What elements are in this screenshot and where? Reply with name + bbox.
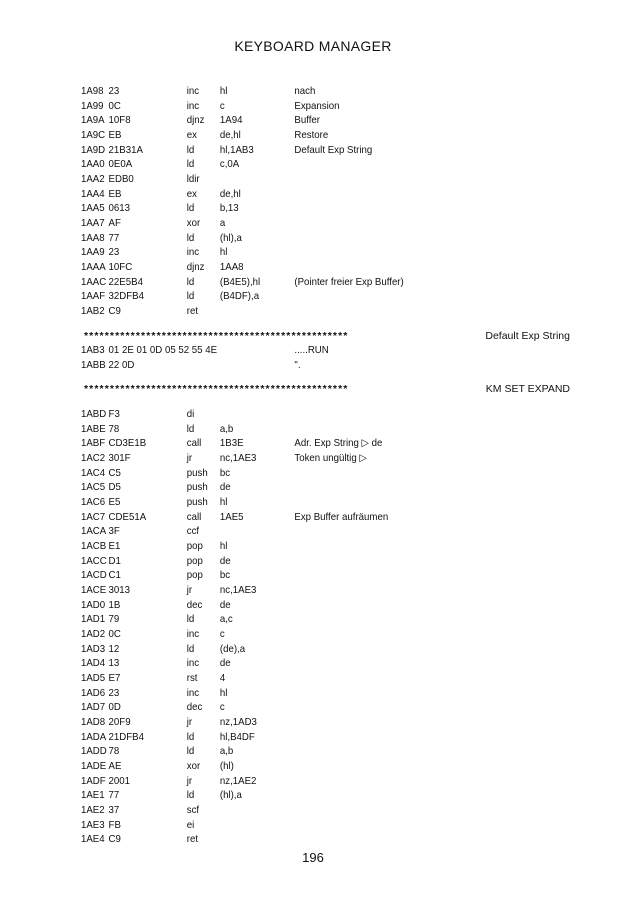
line-operand: hl [219, 85, 228, 97]
line-opcode-bytes: 0C [108, 627, 121, 640]
line-mnemonic: push [186, 466, 208, 479]
line-opcode-bytes: 23 [108, 686, 120, 699]
code-line [0, 686, 576, 701]
line-address: 1ACA [80, 525, 107, 538]
line-address: 1ABF [80, 437, 106, 450]
line-opcode-bytes: 13 [108, 657, 120, 670]
line-operand: 1A94 [219, 114, 243, 127]
line-mnemonic: push [186, 496, 208, 509]
line-address: 1AB2 [80, 304, 105, 317]
line-operand: (hl),a [219, 231, 242, 244]
line-mnemonic: di [186, 408, 195, 421]
code-line [0, 436, 576, 451]
line-operand: hl [219, 246, 228, 259]
line-operand: de [219, 554, 231, 567]
line-opcode-bytes: C9 [108, 833, 121, 846]
code-line [0, 627, 576, 642]
line-address: 1AD7 [80, 701, 106, 714]
code-line [0, 187, 576, 202]
line-mnemonic: push [186, 481, 208, 494]
code-line [0, 642, 576, 657]
code-line [0, 495, 576, 510]
line-mnemonic: inc [186, 627, 200, 640]
line-address: 1ADF [80, 774, 106, 787]
code-line [0, 216, 576, 231]
code-line [0, 554, 576, 569]
line-mnemonic: call [186, 510, 202, 523]
code-line [0, 774, 576, 789]
line-opcode-bytes: AF [108, 216, 121, 229]
line-address: 1AD1 [80, 613, 106, 626]
separator-stars: *************************************************** [84, 383, 349, 396]
code-line [0, 803, 576, 818]
line-mnemonic: ret [186, 304, 199, 317]
line-opcode-bytes: FB [108, 818, 121, 831]
line-address: 1ACD [80, 569, 107, 582]
line-address: 1AE1 [80, 789, 105, 802]
line-address: 1AC4 [80, 466, 106, 479]
line-opcode-bytes: 32DFB4 [108, 290, 145, 303]
line-operand: c,0A [219, 158, 240, 171]
line-comment: ". [294, 358, 301, 371]
line-address: 1ADD [80, 745, 107, 758]
line-address: 1AE3 [80, 818, 105, 831]
line-operand: hl [219, 540, 228, 553]
line-opcode-bytes: 3F [108, 525, 120, 538]
line-address: 1AA5 [80, 202, 105, 215]
line-operand: (hl) [219, 759, 234, 772]
line-mnemonic: dec [186, 701, 203, 714]
line-mnemonic: ld [186, 745, 195, 758]
code-line [0, 201, 576, 216]
code-line [0, 275, 576, 290]
line-mnemonic: ld [186, 158, 195, 171]
line-opcode-bytes: D5 [108, 481, 121, 494]
line-address: 1AD3 [80, 642, 106, 655]
line-comment: Expansion [294, 99, 340, 112]
line-address: 1ADE [80, 759, 107, 772]
line-operand: (B4E5),hl [219, 275, 261, 288]
line-address: 1AC7 [80, 510, 106, 523]
line-mnemonic: ld [186, 202, 195, 215]
line-address: 1AD5 [80, 671, 106, 684]
line-mnemonic: ei [186, 818, 195, 831]
code-line [0, 245, 576, 260]
line-mnemonic: scf [186, 803, 200, 816]
line-address: 1AA7 [80, 216, 105, 229]
line-opcode-bytes: AE [108, 759, 122, 772]
line-comment: .....RUN [294, 344, 329, 357]
line-operand: nc,1AE3 [219, 452, 257, 465]
line-operand: c [219, 627, 225, 640]
line-mnemonic: xor [186, 759, 201, 772]
line-operand: c [219, 99, 225, 112]
line-mnemonic: ex [186, 128, 197, 141]
line-address: 1AD8 [80, 715, 106, 728]
line-opcode-bytes: 3013 [108, 584, 131, 596]
line-operand: b,13 [219, 202, 239, 215]
separator-stars: *************************************************** [84, 329, 349, 342]
line-address: 1ABE [80, 422, 106, 435]
code-line [0, 407, 576, 422]
line-operand: nz,1AD3 [219, 715, 257, 728]
section-separator [0, 329, 626, 344]
line-operand: bc [219, 466, 231, 479]
line-opcode-bytes: 0D [108, 701, 121, 714]
page-title: KEYBOARD MANAGER [234, 38, 392, 54]
line-mnemonic: ld [186, 231, 195, 244]
code-line [0, 744, 576, 759]
line-mnemonic: ex [186, 187, 197, 200]
line-opcode-bytes: 78 [108, 422, 120, 435]
line-comment: Default Exp String [294, 143, 373, 156]
line-opcode-bytes: 1B [108, 598, 121, 611]
line-opcode-bytes: E7 [108, 671, 121, 684]
line-operand: (de),a [219, 642, 246, 655]
line-operand: bc [219, 569, 231, 582]
line-address: 1ABD [80, 408, 107, 421]
assembly-listing [0, 84, 626, 847]
line-opcode-bytes: 79 [108, 613, 120, 626]
line-operand: hl,B4DF [219, 730, 255, 743]
line-opcode-bytes: 77 [108, 231, 120, 244]
line-comment: Buffer [294, 114, 321, 127]
code-line [0, 157, 576, 172]
line-address: 1ACC [80, 554, 107, 567]
line-address: 1ABB [80, 358, 106, 371]
line-opcode-bytes: C5 [108, 466, 121, 479]
line-opcode-bytes: 10F8 [108, 114, 131, 127]
line-address: 1ACE [80, 584, 107, 596]
blank-line [0, 319, 626, 329]
code-line [0, 84, 576, 99]
line-operand: de,hl [219, 128, 241, 141]
code-line [0, 671, 576, 686]
line-operand: de [219, 598, 231, 611]
line-opcode-bytes: C9 [108, 304, 121, 317]
line-operand: de [219, 481, 231, 494]
code-line [0, 113, 576, 128]
line-operand: a,c [219, 613, 233, 626]
line-mnemonic: ld [186, 422, 195, 435]
line-opcode-bytes: 22E5B4 [108, 275, 143, 288]
line-opcode-bytes: EB [108, 187, 122, 200]
line-mnemonic: ret [186, 833, 199, 846]
line-address: 1A9C [80, 128, 106, 141]
line-operand: (B4DF),a [219, 290, 260, 303]
line-comment: Token ungültig ▷ [294, 452, 367, 465]
line-opcode-bytes: 301F [108, 452, 131, 465]
blank-line [0, 397, 626, 407]
code-line [0, 289, 576, 304]
line-comment: Adr. Exp String ▷ de [294, 437, 383, 450]
code-line [0, 583, 576, 598]
line-mnemonic: xor [186, 216, 201, 229]
line-mnemonic: ld [186, 290, 195, 303]
line-address: 1A9D [80, 143, 106, 156]
code-line [0, 715, 576, 730]
line-mnemonic: pop [186, 540, 203, 553]
code-line [0, 510, 576, 525]
line-mnemonic: inc [186, 686, 200, 699]
line-mnemonic: jr [186, 774, 193, 787]
line-operand: 1AA8 [219, 260, 244, 273]
line-opcode-bytes: 21B31A [108, 143, 143, 156]
line-mnemonic: jr [186, 584, 193, 596]
line-mnemonic: ld [186, 789, 195, 802]
line-address: 1AD4 [80, 657, 106, 670]
line-operand: hl [219, 496, 228, 509]
line-mnemonic: ld [186, 143, 195, 156]
line-opcode-bytes: C1 [108, 569, 121, 582]
code-line [0, 759, 576, 774]
page-number: 196 [302, 850, 324, 865]
line-address: 1AA9 [80, 246, 105, 259]
section-heading: Default Exp String [482, 329, 570, 344]
code-line [0, 612, 576, 627]
line-mnemonic: inc [186, 85, 200, 97]
line-opcode-bytes: 0E0A [108, 158, 133, 171]
line-address: 1A98 [80, 85, 104, 97]
line-opcode-bytes: 23 [108, 85, 120, 97]
line-address: 1AC2 [80, 452, 106, 465]
line-opcode-bytes: F3 [108, 408, 120, 421]
line-opcode-bytes: EDB0 [108, 172, 134, 185]
line-mnemonic: ld [186, 642, 195, 655]
line-mnemonic: ld [186, 275, 195, 288]
code-line [0, 260, 576, 275]
line-comment: Restore [294, 128, 329, 141]
line-address: 1AA0 [80, 158, 105, 171]
line-opcode-bytes: D1 [108, 554, 121, 567]
line-opcode-bytes: 23 [108, 246, 120, 259]
line-opcode-bytes: 0613 [108, 202, 131, 215]
line-address: 1AA4 [80, 187, 105, 200]
code-line [0, 466, 576, 481]
code-line [0, 480, 576, 495]
line-opcode-bytes: CD3E1B [108, 437, 147, 450]
line-mnemonic: ld [186, 730, 195, 743]
line-operand: hl,1AB3 [219, 143, 254, 156]
code-line [0, 304, 576, 319]
code-line [0, 451, 576, 466]
line-mnemonic: djnz [186, 114, 205, 127]
line-mnemonic: call [186, 437, 202, 450]
line-address: 1ADA [80, 730, 107, 743]
line-operand: 1AE5 [219, 510, 244, 523]
line-opcode-bytes: 10FC [108, 260, 133, 273]
line-comment: (Pointer freier Exp Buffer) [294, 275, 404, 288]
code-line [0, 343, 576, 358]
line-address: 1AD6 [80, 686, 106, 699]
line-address: 1AAF [80, 290, 106, 303]
line-address: 1AA2 [80, 172, 105, 185]
line-mnemonic: djnz [186, 260, 205, 273]
line-opcode-bytes: 0C [108, 99, 121, 112]
code-line [0, 524, 576, 539]
line-address: 1AC5 [80, 481, 106, 494]
line-address: 1A9A [80, 114, 105, 127]
code-line [0, 656, 576, 671]
line-opcode-bytes: 78 [108, 745, 120, 758]
section-heading: KM SET EXPAND [483, 382, 570, 397]
code-line [0, 172, 576, 187]
code-line [0, 231, 576, 246]
code-line [0, 128, 576, 143]
line-mnemonic: dec [186, 598, 203, 611]
line-address: 1AB3 [80, 344, 105, 357]
line-mnemonic: inc [186, 657, 200, 670]
line-opcode-bytes: E1 [108, 540, 121, 553]
line-opcode-bytes: 2001 [108, 774, 131, 787]
line-operand: hl [219, 686, 228, 699]
line-operand: de,hl [219, 187, 241, 200]
line-comment: nach [294, 85, 316, 97]
line-mnemonic: ld [186, 613, 195, 626]
line-operand: 4 [219, 671, 226, 684]
code-line [0, 568, 576, 583]
section-separator [0, 382, 626, 397]
line-mnemonic: ldir [186, 172, 200, 185]
code-line [0, 358, 576, 373]
code-line [0, 832, 576, 847]
line-address: 1AD0 [80, 598, 106, 611]
line-address: 1AAC [80, 275, 107, 288]
line-opcode-bytes: 22 0D [108, 358, 135, 371]
code-line [0, 818, 576, 833]
line-mnemonic: pop [186, 569, 203, 582]
line-opcode-bytes: CDE51A [108, 510, 147, 523]
line-mnemonic: jr [186, 715, 193, 728]
line-address: 1AA8 [80, 231, 105, 244]
line-mnemonic: rst [186, 671, 198, 684]
line-operand: 1B3E [219, 437, 244, 450]
line-opcode-bytes: 01 2E 01 0D 05 52 55 4E [108, 344, 218, 357]
line-operand: a [219, 216, 226, 229]
line-address: 1AD2 [80, 627, 106, 640]
code-line [0, 422, 576, 437]
code-line [0, 788, 576, 803]
line-comment: Exp Buffer aufräumen [294, 510, 389, 523]
code-line [0, 598, 576, 613]
line-operand: nc,1AE3 [219, 584, 257, 596]
code-line [0, 700, 576, 715]
line-opcode-bytes: EB [108, 128, 122, 141]
line-operand: a,b [219, 422, 234, 435]
code-line [0, 143, 576, 158]
code-line [0, 730, 576, 745]
line-mnemonic: inc [186, 246, 200, 259]
line-opcode-bytes: 21DFB4 [108, 730, 145, 743]
line-operand: (hl),a [219, 789, 242, 802]
line-mnemonic: inc [186, 99, 200, 112]
line-address: 1AE2 [80, 803, 105, 816]
line-operand: c [219, 701, 225, 714]
line-address: 1A99 [80, 99, 104, 112]
code-line [0, 539, 576, 554]
line-opcode-bytes: 77 [108, 789, 120, 802]
line-operand: a,b [219, 745, 234, 758]
line-mnemonic: jr [186, 452, 193, 465]
code-line [0, 99, 576, 114]
line-address: 1AC6 [80, 496, 106, 509]
line-opcode-bytes: 37 [108, 803, 120, 816]
line-opcode-bytes: 20F9 [108, 715, 131, 728]
line-operand: nz,1AE2 [219, 774, 257, 787]
line-opcode-bytes: 12 [108, 642, 120, 655]
line-address: 1AAA [80, 260, 106, 273]
line-opcode-bytes: E5 [108, 496, 121, 509]
line-mnemonic: pop [186, 554, 203, 567]
line-address: 1ACB [80, 540, 107, 553]
line-address: 1AE4 [80, 833, 105, 846]
line-operand: de [219, 657, 231, 670]
line-mnemonic: ccf [186, 525, 200, 538]
blank-line [0, 372, 626, 382]
